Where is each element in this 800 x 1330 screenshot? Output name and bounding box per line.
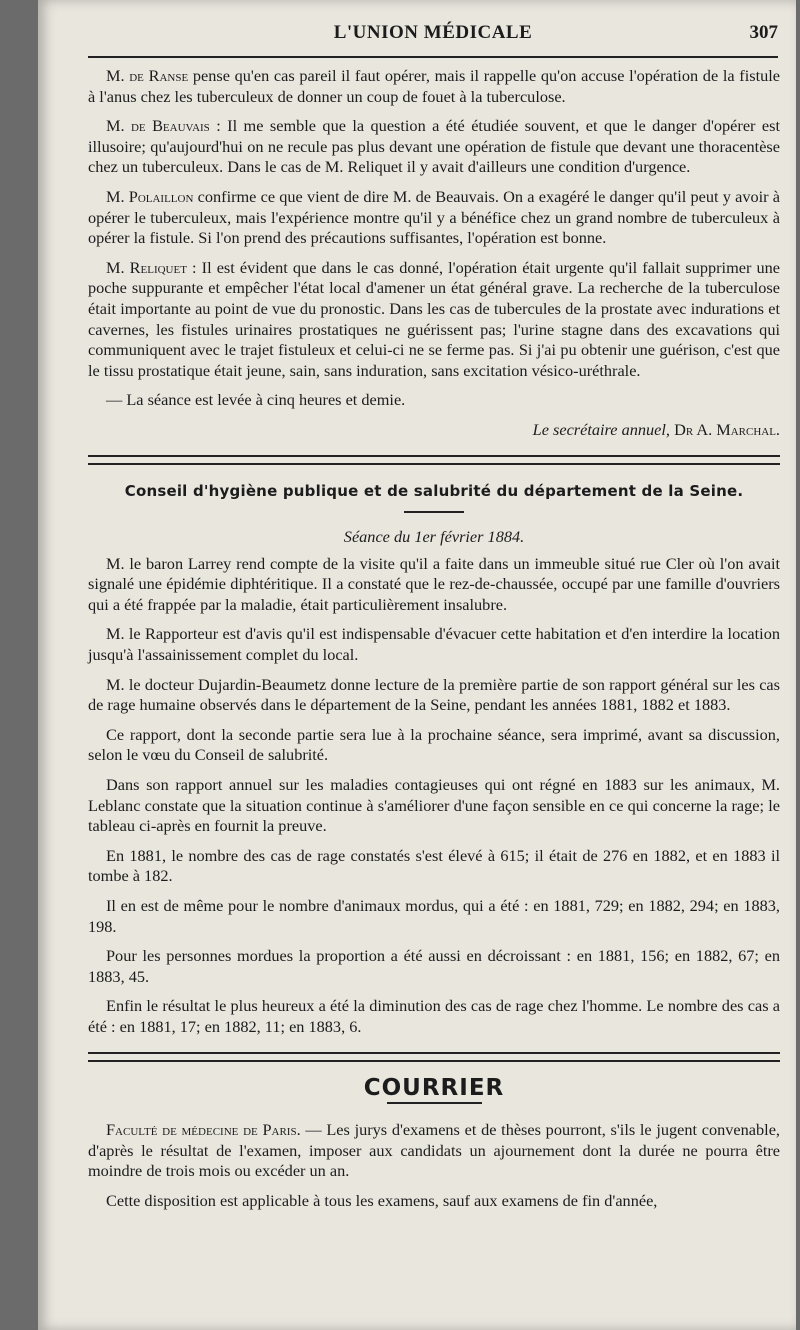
paragraph-text: : Il est évident que dans le cas donné, l'opération était urgente qu'il fallait supprimer une poche suppurante et empêcher l'état local d'amener un état général grave. La recherche de la tuberculose était importante au point de vue du pronostic. Dans les cas de tubercules de la prostate avec indurations et cavernes, les fistules urinaires prostatiques ne guérissent pas; l'urine stagne dans des excavations qui communiquent avec le trajet fistuleux et celui-ci ne se ferme pas. Si j'ai pu obtenir une guérison, c'est que le tissu prostatique était jeune, sain, sans induration, sans excitation vésico-uréthrale.	[88, 257, 781, 380]
section-divider	[88, 1052, 780, 1062]
conseil-paragraph: M. le baron Larrey rend compte de la visite qu'il a faite dans un immeuble situé rue Cler où l'on avait signalé une épidémie diphtéritique. Il a constaté que le rez-de-chaussée, occupé par une famille d'ouvriers qui a été frappée par la maladie, était particulièrement insalubre.	[88, 553, 780, 614]
discussion-paragraph-beauvais	[88, 116, 780, 178]
title-underline	[404, 511, 464, 513]
conseil-paragraph: En 1881, le nombre des cas de rage constatés s'est élevé à 615; il était de 276 en 1882, et en 1883 il tombe à 182.	[88, 845, 780, 886]
conseil-paragraph: M. le docteur Dujardin-Beaumetz donne lecture de la première partie de son rapport général sur les cas de rage humaine observés dans le département de la Seine, pendant les années 1881, 1882 et 1883.	[88, 674, 780, 715]
conseil-paragraph: Pour les personnes mordues la proportion a été aussi en décroissant : en 1881, 156; en 1882, 67; en 1883, 45.	[88, 946, 780, 986]
signature-role: Le secrétaire annuel,	[532, 419, 670, 439]
speaker-name: M. Polaillon	[106, 186, 194, 206]
journal-page	[38, 0, 796, 1330]
courrier-title: COURRIER	[363, 1074, 505, 1101]
courrier-paragraph	[88, 1120, 780, 1182]
signature-name: Dr A. Marchal.	[674, 419, 780, 439]
conseil-paragraph: Dans son rapport annuel sur les maladies contagieuses qui ont régné en 1883 sur les animaux, M. Leblanc constate que la situation continue à s'améliorer d'une façon sensible en ce qui concerne la rage; le tableau ci-après en fournit la preuve.	[88, 775, 780, 836]
paragraph-text: : Il me semble que la question a été étudiée souvent, et que le danger d'opérer est illusoire; qu'aujourd'hui on ne recule pas plus devant une opération de fistule que devant une thoracentèse chez un tuberculeux. Dans le cas de M. Reliquet il y avait d'ailleurs une condition d'urgence.	[88, 116, 780, 177]
paragraph-text: pense qu'en cas pareil il faut opérer, mais il rappelle qu'on accuse l'opération de la fistule à l'anus chez les tuberculeux de donner un coup de fouet à la tuberculose.	[88, 66, 780, 106]
paragraph-text: — Les jurys d'examens et de thèses pourront, s'ils le jugent convenable, d'après le résultat de l'examen, imposer aux candidats un ajournement dont la durée ne pourra être moindre de trois mois ou excéder un an.	[88, 1120, 780, 1181]
signature	[88, 420, 780, 441]
conseil-paragraph: Il en est de même pour le nombre d'animaux mordus, qui a été : en 1881, 729; en 1882, 294; en 1883, 198.	[88, 896, 780, 936]
session-date: Séance du 1er février 1884.	[343, 527, 525, 547]
speaker-name: M. Reliquet	[106, 257, 187, 277]
session-closing: — La séance est levée à cinq heures et demie.	[106, 390, 406, 410]
article-body	[88, 66, 780, 1221]
speaker-name: M. de Beauvais	[106, 116, 210, 136]
courrier-paragraph: Cette disposition est applicable à tous les examens, sauf aux examens de fin d'année,	[106, 1190, 658, 1210]
running-title: L'UNION MÉDICALE	[333, 22, 533, 43]
discussion-paragraph-ranse	[88, 66, 780, 107]
page-number: 307	[749, 22, 778, 43]
speaker-name: M. de Ranse	[106, 66, 189, 85]
running-head	[88, 22, 778, 44]
paragraph-lead: Faculté de médecine de Paris.	[106, 1120, 301, 1140]
title-underline	[387, 1102, 482, 1104]
section-divider	[88, 455, 780, 465]
conseil-section-title: Conseil d'hygiène publique et de salubrité du département de la Seine.	[124, 481, 744, 500]
paragraph-text: confirme ce que vient de dire M. de Beauvais. On a exagéré le danger qu'il peut y avoir à opérer le tuberculeux, mais l'expérience montre qu'il y a bénéfice chez un grand nombre de tuberculeux à opérer la fistule. Si l'on prend des précautions suffisantes, l'opération est bonne.	[88, 186, 780, 248]
conseil-paragraph: M. le Rapporteur est d'avis qu'il est indispensable d'évacuer cette habitation et d'en interdire la location jusqu'à l'assainissement complet du local.	[88, 624, 780, 665]
header-rule	[88, 56, 778, 58]
discussion-paragraph-polaillon	[88, 187, 780, 249]
conseil-paragraph: Ce rapport, dont la seconde partie sera lue à la prochaine séance, sera imprimé, avant sa discussion, selon le vœu du Conseil de salubrité.	[88, 724, 780, 765]
conseil-paragraph: Enfin le résultat le plus heureux a été la diminution des cas de rage chez l'homme. Le nombre des cas a été : en 1881, 17; en 1882, 11; en 1883, 6.	[88, 996, 780, 1036]
discussion-paragraph-reliquet	[88, 258, 780, 382]
